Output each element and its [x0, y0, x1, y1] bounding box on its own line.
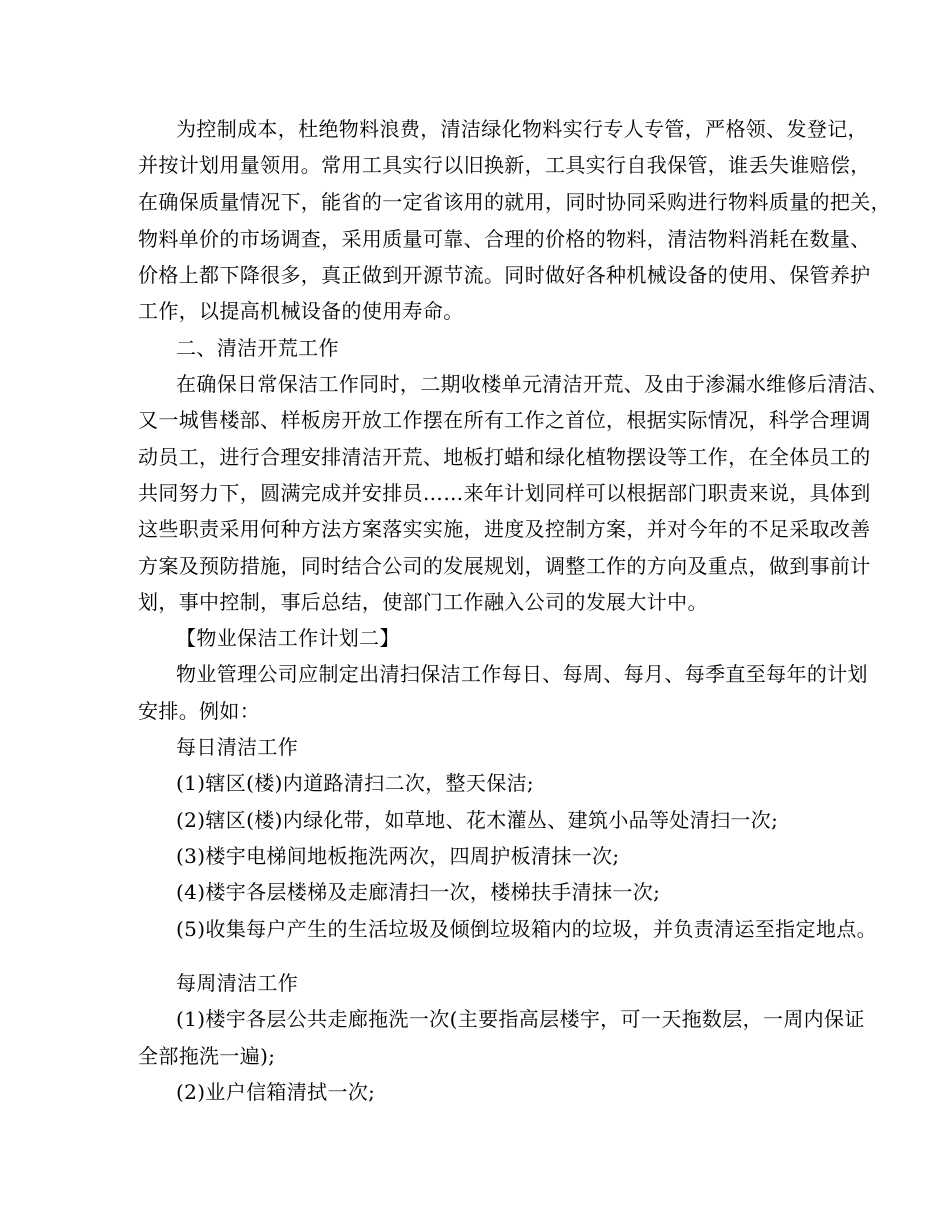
paragraph-line: 在确保日常保洁工作同时，二期收楼单元清洁开荒、及由于渗漏水维修后清洁、 — [176, 372, 889, 396]
paragraph-line: 这些职责采用何种方法方案落实实施，进度及控制方案，并对今年的不足采取改善 — [138, 517, 871, 541]
paragraph-line: 方案及预防措施，同时结合公司的发展规划，调整工作的方向及重点，做到事前计 — [138, 554, 871, 578]
list-item: (2)业户信箱清拭一次; — [176, 1080, 376, 1104]
paragraph-line: 动员工，进行合理安排清洁开荒、地板打蜡和绿化植物摆设等工作，在全体员工的 — [138, 445, 871, 469]
list-item: (3)楼宇电梯间地板拖洗两次，四周护板清抹一次; — [176, 844, 620, 868]
paragraph-line: 并按计划用量领用。常用工具实行以旧换新，工具实行自我保管，谁丢失谁赔偿， — [138, 153, 871, 177]
subsection-heading: 每日清洁工作 — [176, 735, 299, 759]
paragraph-line: 在确保质量情况下，能省的一定省该用的就用，同时协同采购进行物料质量的把关， — [138, 190, 891, 214]
paragraph-line: 为控制成本，杜绝物料浪费，清洁绿化物料实行专人专管，严格领、发登记， — [176, 117, 868, 141]
paragraph-line: 物业管理公司应制定出清扫保洁工作每日、每周、每月、每季直至每年的计划 — [176, 662, 868, 686]
list-item: (1)楼宇各层公共走廊拖洗一次(主要指高层楼宇，可一天拖数层，一周内保证 — [176, 1007, 865, 1031]
list-item-continuation: 全部拖洗一遍); — [138, 1044, 276, 1068]
list-item: (4)楼宇各层楼梯及走廊清扫一次，楼梯扶手清抹一次; — [176, 880, 661, 904]
paragraph-line: 安排。例如： — [138, 699, 261, 723]
list-item: (2)辖区(楼)内绿化带，如草地、花木灌丛、建筑小品等处清扫一次; — [176, 808, 779, 832]
list-item: (5)收集每户产生的生活垃圾及倾倒垃圾箱内的垃圾，并负责清运至指定地点。 — [176, 917, 877, 941]
paragraph-line: 物料单价的市场调查，采用质量可靠、合理的价格的物料，清洁物料消耗在数量、 — [138, 227, 871, 251]
list-item: (1)辖区(楼)内道路清扫二次，整天保洁; — [176, 771, 535, 795]
paragraph-line: 价格上都下降很多，真正做到开源节流。同时做好各种机械设备的使用、保管养护 — [138, 263, 871, 287]
subsection-heading: 每周清洁工作 — [176, 971, 299, 995]
paragraph-line: 共同努力下，圆满完成并安排员……来年计划同样可以根据部门职责来说，具体到 — [138, 481, 871, 505]
paragraph-line: 又一城售楼部、样板房开放工作摆在所有工作之首位，根据实际情况，科学合理调 — [138, 408, 871, 432]
section-heading: 【物业保洁工作计划二】 — [176, 626, 400, 650]
paragraph-line: 工作，以提高机械设备的使用寿命。 — [138, 299, 464, 323]
paragraph-line: 划，事中控制，事后总结，使部门工作融入公司的发展大计中。 — [138, 590, 708, 614]
section-heading: 二、清洁开荒工作 — [176, 336, 339, 360]
